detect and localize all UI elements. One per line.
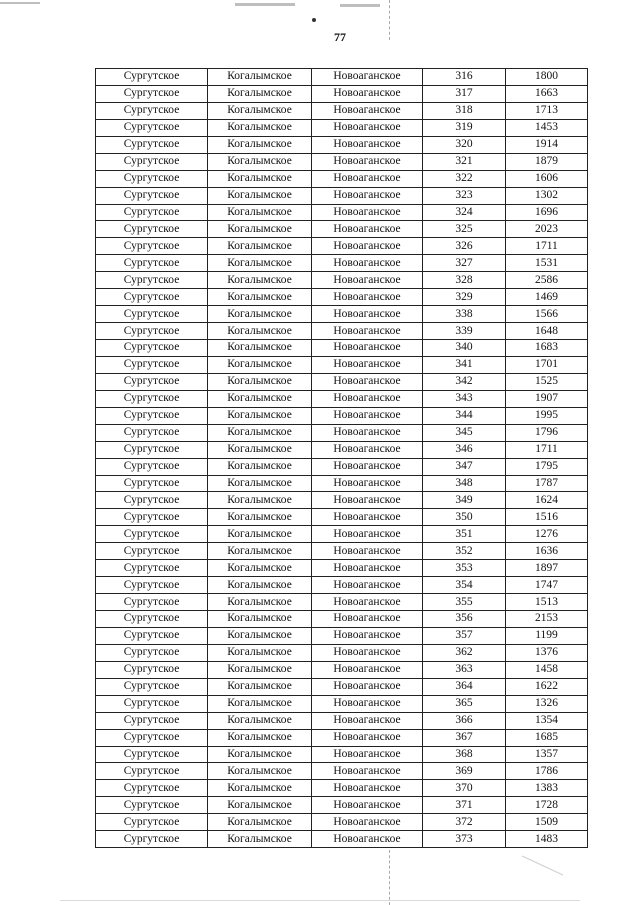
district-cell: Сургутское	[96, 814, 208, 831]
table-row	[96, 611, 588, 628]
value-cell: 1483	[506, 831, 588, 848]
value-cell: 1663	[506, 85, 588, 102]
value-cell: 1711	[506, 238, 588, 255]
table-row	[96, 644, 588, 661]
license-area-cell: Новоаганское	[312, 170, 423, 187]
district-cell: Сургутское	[96, 831, 208, 848]
number-cell: 323	[423, 187, 506, 204]
license-area-cell: Новоаганское	[312, 238, 423, 255]
scan-artifact	[522, 856, 563, 876]
page-number: 77	[334, 30, 346, 44]
table-row	[96, 594, 588, 611]
field-cell: Когалымское	[208, 831, 312, 848]
number-cell: 348	[423, 475, 506, 492]
district-cell: Сургутское	[96, 509, 208, 526]
district-cell: Сургутское	[96, 373, 208, 390]
value-cell: 1683	[506, 340, 588, 357]
number-cell: 368	[423, 746, 506, 763]
license-area-cell: Новоаганское	[312, 678, 423, 695]
field-cell: Когалымское	[208, 255, 312, 272]
field-cell: Когалымское	[208, 475, 312, 492]
value-cell: 1795	[506, 458, 588, 475]
field-cell: Когалымское	[208, 272, 312, 289]
license-area-cell: Новоаганское	[312, 831, 423, 848]
value-cell: 1199	[506, 627, 588, 644]
district-cell: Сургутское	[96, 695, 208, 712]
license-area-cell: Новоаганское	[312, 272, 423, 289]
license-area-cell: Новоаганское	[312, 424, 423, 441]
license-area-cell: Новоаганское	[312, 323, 423, 340]
license-area-cell: Новоаганское	[312, 611, 423, 628]
value-cell: 1383	[506, 780, 588, 797]
field-cell: Когалымское	[208, 119, 312, 136]
license-area-cell: Новоаганское	[312, 441, 423, 458]
license-area-cell: Новоаганское	[312, 458, 423, 475]
field-cell: Когалымское	[208, 560, 312, 577]
field-cell: Когалымское	[208, 407, 312, 424]
field-cell: Когалымское	[208, 136, 312, 153]
number-cell: 354	[423, 577, 506, 594]
license-area-cell: Новоаганское	[312, 543, 423, 560]
field-cell: Когалымское	[208, 661, 312, 678]
license-area-cell: Новоаганское	[312, 85, 423, 102]
district-cell: Сургутское	[96, 323, 208, 340]
district-cell: Сургутское	[96, 136, 208, 153]
district-cell: Сургутское	[96, 424, 208, 441]
field-cell: Когалымское	[208, 509, 312, 526]
field-cell: Когалымское	[208, 373, 312, 390]
license-area-cell: Новоаганское	[312, 356, 423, 373]
field-cell: Когалымское	[208, 611, 312, 628]
value-cell: 1458	[506, 661, 588, 678]
license-area-cell: Новоаганское	[312, 712, 423, 729]
number-cell: 356	[423, 611, 506, 628]
field-cell: Когалымское	[208, 102, 312, 119]
field-cell: Когалымское	[208, 289, 312, 306]
field-cell: Когалымское	[208, 323, 312, 340]
number-cell: 367	[423, 729, 506, 746]
district-cell: Сургутское	[96, 102, 208, 119]
value-cell: 1276	[506, 526, 588, 543]
table-row	[96, 340, 588, 357]
table-row	[96, 356, 588, 373]
value-cell: 1513	[506, 594, 588, 611]
field-cell: Когалымское	[208, 780, 312, 797]
value-cell: 1525	[506, 373, 588, 390]
value-cell: 1897	[506, 560, 588, 577]
license-area-cell: Новоаганское	[312, 390, 423, 407]
value-cell: 1711	[506, 441, 588, 458]
value-cell: 1796	[506, 424, 588, 441]
district-cell: Сургутское	[96, 356, 208, 373]
value-cell: 1701	[506, 356, 588, 373]
value-cell: 1995	[506, 407, 588, 424]
value-cell: 1696	[506, 204, 588, 221]
number-cell: 364	[423, 678, 506, 695]
table-row	[96, 170, 588, 187]
district-cell: Сургутское	[96, 712, 208, 729]
number-cell: 344	[423, 407, 506, 424]
value-cell: 1302	[506, 187, 588, 204]
number-cell: 372	[423, 814, 506, 831]
field-cell: Когалымское	[208, 577, 312, 594]
value-cell: 2153	[506, 611, 588, 628]
number-cell: 338	[423, 306, 506, 323]
number-cell: 319	[423, 119, 506, 136]
number-cell: 326	[423, 238, 506, 255]
field-cell: Когалымское	[208, 492, 312, 509]
license-area-cell: Новоаганское	[312, 407, 423, 424]
field-cell: Когалымское	[208, 627, 312, 644]
table-row	[96, 187, 588, 204]
field-cell: Когалымское	[208, 644, 312, 661]
district-cell: Сургутское	[96, 526, 208, 543]
scan-artifact	[389, 850, 390, 905]
district-cell: Сургутское	[96, 644, 208, 661]
number-cell: 321	[423, 153, 506, 170]
district-cell: Сургутское	[96, 560, 208, 577]
license-area-cell: Новоаганское	[312, 560, 423, 577]
table-row	[96, 831, 588, 848]
district-cell: Сургутское	[96, 661, 208, 678]
license-area-cell: Новоаганское	[312, 661, 423, 678]
district-cell: Сургутское	[96, 797, 208, 814]
number-cell: 329	[423, 289, 506, 306]
number-cell: 322	[423, 170, 506, 187]
license-area-cell: Новоаганское	[312, 763, 423, 780]
value-cell: 1376	[506, 644, 588, 661]
district-cell: Сургутское	[96, 678, 208, 695]
district-cell: Сургутское	[96, 153, 208, 170]
value-cell: 1907	[506, 390, 588, 407]
table-row	[96, 492, 588, 509]
table-row	[96, 441, 588, 458]
license-area-cell: Новоаганское	[312, 289, 423, 306]
table-row	[96, 746, 588, 763]
field-cell: Когалымское	[208, 814, 312, 831]
value-cell: 1453	[506, 119, 588, 136]
table-row	[96, 102, 588, 119]
number-cell: 346	[423, 441, 506, 458]
district-cell: Сургутское	[96, 255, 208, 272]
field-cell: Когалымское	[208, 678, 312, 695]
scan-artifact	[60, 900, 580, 901]
field-cell: Когалымское	[208, 390, 312, 407]
table-row	[96, 153, 588, 170]
license-area-cell: Новоаганское	[312, 797, 423, 814]
field-cell: Когалымское	[208, 340, 312, 357]
value-cell: 1531	[506, 255, 588, 272]
value-cell: 1566	[506, 306, 588, 323]
district-cell: Сургутское	[96, 492, 208, 509]
number-cell: 351	[423, 526, 506, 543]
number-cell: 320	[423, 136, 506, 153]
license-area-cell: Новоаганское	[312, 221, 423, 238]
district-cell: Сургутское	[96, 594, 208, 611]
number-cell: 342	[423, 373, 506, 390]
district-cell: Сургутское	[96, 187, 208, 204]
number-cell: 366	[423, 712, 506, 729]
table-row	[96, 475, 588, 492]
field-cell: Когалымское	[208, 746, 312, 763]
license-area-cell: Новоаганское	[312, 577, 423, 594]
number-cell: 363	[423, 661, 506, 678]
license-area-cell: Новоаганское	[312, 153, 423, 170]
field-cell: Когалымское	[208, 797, 312, 814]
field-cell: Когалымское	[208, 356, 312, 373]
number-cell: 357	[423, 627, 506, 644]
value-cell: 1509	[506, 814, 588, 831]
number-cell: 340	[423, 340, 506, 357]
license-area-cell: Новоаганское	[312, 526, 423, 543]
license-area-cell: Новоаганское	[312, 814, 423, 831]
field-cell: Когалымское	[208, 238, 312, 255]
license-area-cell: Новоаганское	[312, 306, 423, 323]
table-row	[96, 119, 588, 136]
license-area-cell: Новоаганское	[312, 136, 423, 153]
table-row	[96, 373, 588, 390]
number-cell: 349	[423, 492, 506, 509]
district-cell: Сургутское	[96, 340, 208, 357]
table-row	[96, 577, 588, 594]
number-cell: 345	[423, 424, 506, 441]
license-area-cell: Новоаганское	[312, 255, 423, 272]
district-cell: Сургутское	[96, 390, 208, 407]
scan-artifact	[340, 4, 380, 7]
district-cell: Сургутское	[96, 611, 208, 628]
number-cell: 355	[423, 594, 506, 611]
table-row	[96, 661, 588, 678]
table-row	[96, 390, 588, 407]
value-cell: 1636	[506, 543, 588, 560]
license-area-cell: Новоаганское	[312, 204, 423, 221]
table-row	[96, 272, 588, 289]
license-area-cell: Новоаганское	[312, 340, 423, 357]
table-row	[96, 729, 588, 746]
district-cell: Сургутское	[96, 729, 208, 746]
field-cell: Когалымское	[208, 170, 312, 187]
license-area-cell: Новоаганское	[312, 729, 423, 746]
value-cell: 1914	[506, 136, 588, 153]
value-cell: 1713	[506, 102, 588, 119]
license-area-cell: Новоаганское	[312, 373, 423, 390]
number-cell: 350	[423, 509, 506, 526]
table-row	[96, 627, 588, 644]
license-area-cell: Новоаганское	[312, 644, 423, 661]
table-row	[96, 85, 588, 102]
district-cell: Сургутское	[96, 780, 208, 797]
number-cell: 369	[423, 763, 506, 780]
number-cell: 352	[423, 543, 506, 560]
field-cell: Когалымское	[208, 763, 312, 780]
value-cell: 1685	[506, 729, 588, 746]
table-row	[96, 780, 588, 797]
district-cell: Сургутское	[96, 272, 208, 289]
number-cell: 353	[423, 560, 506, 577]
number-cell: 316	[423, 69, 506, 86]
license-area-cell: Новоаганское	[312, 492, 423, 509]
table-row	[96, 560, 588, 577]
field-cell: Когалымское	[208, 69, 312, 86]
field-cell: Когалымское	[208, 526, 312, 543]
value-cell: 1787	[506, 475, 588, 492]
value-cell: 1326	[506, 695, 588, 712]
value-cell: 1648	[506, 323, 588, 340]
value-cell: 1354	[506, 712, 588, 729]
table-row	[96, 221, 588, 238]
table-row	[96, 797, 588, 814]
district-cell: Сургутское	[96, 119, 208, 136]
license-area-cell: Новоаганское	[312, 780, 423, 797]
value-cell: 1728	[506, 797, 588, 814]
table-row	[96, 306, 588, 323]
district-cell: Сургутское	[96, 204, 208, 221]
table-row	[96, 695, 588, 712]
district-cell: Сургутское	[96, 577, 208, 594]
field-cell: Когалымское	[208, 594, 312, 611]
number-cell: 327	[423, 255, 506, 272]
license-area-cell: Новоаганское	[312, 509, 423, 526]
district-cell: Сургутское	[96, 238, 208, 255]
data-table	[95, 68, 588, 848]
table-row	[96, 509, 588, 526]
district-cell: Сургутское	[96, 746, 208, 763]
number-cell: 370	[423, 780, 506, 797]
license-area-cell: Новоаганское	[312, 102, 423, 119]
district-cell: Сургутское	[96, 69, 208, 86]
scan-artifact	[0, 2, 40, 4]
license-area-cell: Новоаганское	[312, 475, 423, 492]
table-row	[96, 69, 588, 86]
district-cell: Сургутское	[96, 441, 208, 458]
number-cell: 373	[423, 831, 506, 848]
number-cell: 362	[423, 644, 506, 661]
number-cell: 324	[423, 204, 506, 221]
number-cell: 318	[423, 102, 506, 119]
license-area-cell: Новоаганское	[312, 119, 423, 136]
number-cell: 347	[423, 458, 506, 475]
license-area-cell: Новоаганское	[312, 695, 423, 712]
license-area-cell: Новоаганское	[312, 627, 423, 644]
table-body	[96, 69, 588, 848]
value-cell: 1800	[506, 69, 588, 86]
field-cell: Когалымское	[208, 712, 312, 729]
district-cell: Сургутское	[96, 627, 208, 644]
number-cell: 328	[423, 272, 506, 289]
table-row	[96, 136, 588, 153]
license-area-cell: Новоаганское	[312, 594, 423, 611]
value-cell: 1357	[506, 746, 588, 763]
field-cell: Когалымское	[208, 441, 312, 458]
table-row	[96, 323, 588, 340]
district-cell: Сургутское	[96, 763, 208, 780]
table-row	[96, 678, 588, 695]
value-cell: 2023	[506, 221, 588, 238]
district-cell: Сургутское	[96, 85, 208, 102]
table-row	[96, 204, 588, 221]
district-cell: Сургутское	[96, 407, 208, 424]
value-cell: 1622	[506, 678, 588, 695]
number-cell: 371	[423, 797, 506, 814]
district-cell: Сургутское	[96, 458, 208, 475]
value-cell: 1516	[506, 509, 588, 526]
scan-artifact	[312, 18, 316, 22]
table-row	[96, 289, 588, 306]
value-cell: 1624	[506, 492, 588, 509]
table-row	[96, 814, 588, 831]
table-row	[96, 526, 588, 543]
district-cell: Сургутское	[96, 306, 208, 323]
value-cell: 1879	[506, 153, 588, 170]
value-cell: 1747	[506, 577, 588, 594]
field-cell: Когалымское	[208, 543, 312, 560]
table-row	[96, 763, 588, 780]
district-cell: Сургутское	[96, 170, 208, 187]
table-row	[96, 238, 588, 255]
table-row	[96, 712, 588, 729]
field-cell: Когалымское	[208, 306, 312, 323]
field-cell: Когалымское	[208, 187, 312, 204]
field-cell: Когалымское	[208, 729, 312, 746]
field-cell: Когалымское	[208, 221, 312, 238]
number-cell: 341	[423, 356, 506, 373]
table-row	[96, 424, 588, 441]
field-cell: Когалымское	[208, 424, 312, 441]
value-cell: 1606	[506, 170, 588, 187]
number-cell: 339	[423, 323, 506, 340]
value-cell: 1786	[506, 763, 588, 780]
district-cell: Сургутское	[96, 221, 208, 238]
number-cell: 317	[423, 85, 506, 102]
table-row	[96, 407, 588, 424]
field-cell: Когалымское	[208, 695, 312, 712]
scan-artifact	[235, 3, 295, 6]
license-area-cell: Новоаганское	[312, 69, 423, 86]
field-cell: Когалымское	[208, 85, 312, 102]
number-cell: 325	[423, 221, 506, 238]
license-area-cell: Новоаганское	[312, 187, 423, 204]
number-cell: 343	[423, 390, 506, 407]
district-cell: Сургутское	[96, 475, 208, 492]
field-cell: Когалымское	[208, 204, 312, 221]
table-row	[96, 543, 588, 560]
license-area-cell: Новоаганское	[312, 746, 423, 763]
value-cell: 1469	[506, 289, 588, 306]
number-cell: 365	[423, 695, 506, 712]
table-row	[96, 458, 588, 475]
district-cell: Сургутское	[96, 543, 208, 560]
district-cell: Сургутское	[96, 289, 208, 306]
value-cell: 2586	[506, 272, 588, 289]
field-cell: Когалымское	[208, 153, 312, 170]
table-row	[96, 255, 588, 272]
field-cell: Когалымское	[208, 458, 312, 475]
